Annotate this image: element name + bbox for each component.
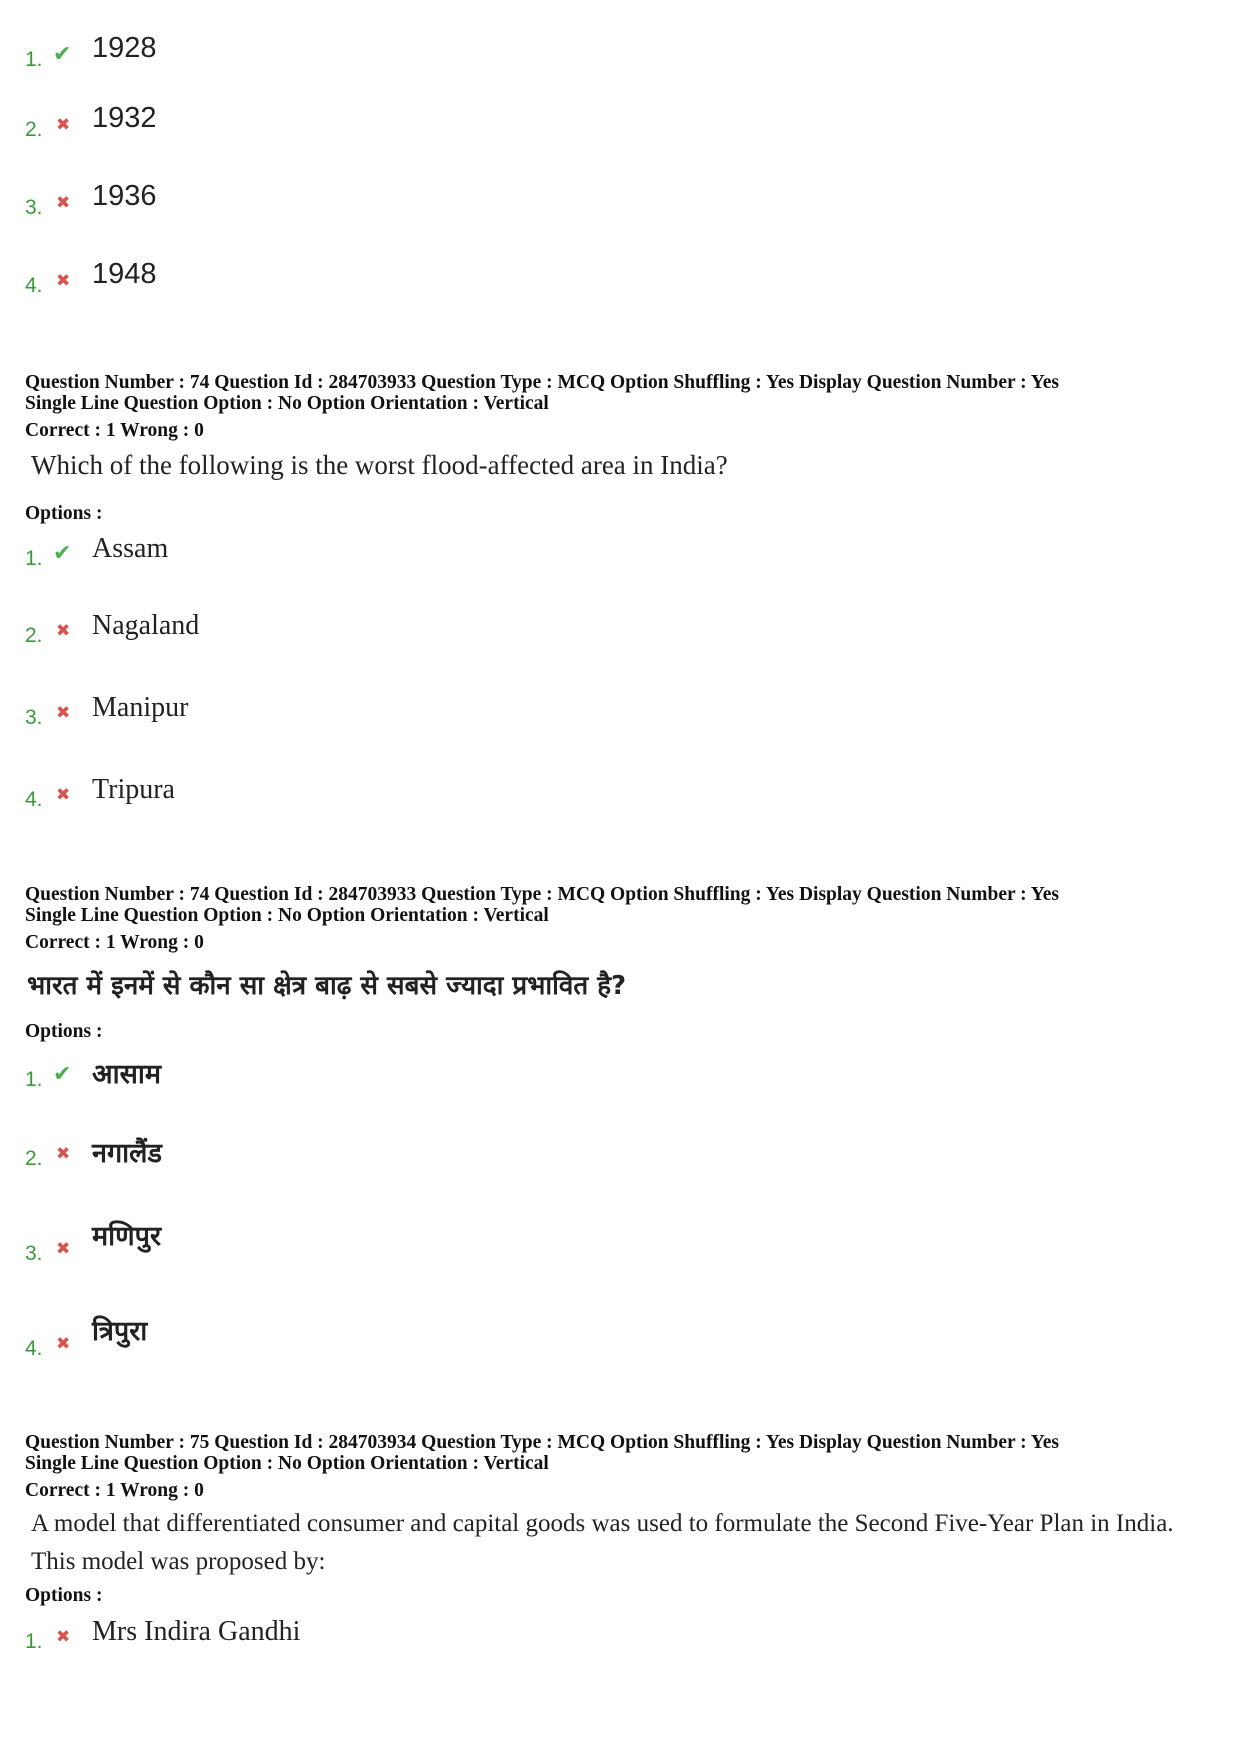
question-meta-line: Single Line Question Option : No Option Orientation : Vertical bbox=[25, 905, 549, 926]
wrong-cross-icon: ✖ bbox=[56, 193, 71, 213]
question-text: Which of the following is the worst flood-affected area in India? bbox=[31, 450, 728, 480]
wrong-cross-icon: ✖ bbox=[56, 785, 71, 805]
options-label: Options : bbox=[25, 503, 103, 524]
question-meta-line: Question Number : 74 Question Id : 284703933 Question Type : MCQ Option Shuffling : Yes Display Question Number : Yes bbox=[25, 884, 1059, 905]
option-text: मणिपुर bbox=[92, 1221, 162, 1252]
option-text: Assam bbox=[92, 533, 169, 564]
question-meta-line: Question Number : 74 Question Id : 284703933 Question Type : MCQ Option Shuffling : Yes Display Question Number : Yes bbox=[25, 372, 1059, 393]
option-number: 2. bbox=[25, 624, 43, 647]
option-text: 1932 bbox=[92, 102, 157, 134]
question-meta-line: Single Line Question Option : No Option Orientation : Vertical bbox=[25, 1453, 549, 1474]
question-meta-line: Question Number : 75 Question Id : 284703934 Question Type : MCQ Option Shuffling : Yes Display Question Number : Yes bbox=[25, 1432, 1059, 1453]
question-meta bbox=[25, 1432, 1059, 1474]
options-label: Options : bbox=[25, 1585, 103, 1606]
wrong-cross-icon: ✖ bbox=[56, 271, 71, 291]
option-text: 1936 bbox=[92, 180, 157, 212]
option-number: 3. bbox=[25, 196, 43, 219]
option-number: 2. bbox=[25, 118, 43, 141]
option-text: Tripura bbox=[92, 774, 175, 805]
option-number: 4. bbox=[25, 1337, 43, 1360]
option-number: 1. bbox=[25, 1630, 43, 1653]
option-number: 4. bbox=[25, 788, 43, 811]
options-label: Options : bbox=[25, 1021, 103, 1042]
question-meta bbox=[25, 884, 1059, 926]
option-text: 1928 bbox=[92, 32, 157, 64]
score-line: Correct : 1 Wrong : 0 bbox=[25, 1480, 204, 1501]
wrong-cross-icon: ✖ bbox=[56, 1334, 71, 1354]
score-line: Correct : 1 Wrong : 0 bbox=[25, 420, 204, 441]
option-text: Manipur bbox=[92, 692, 189, 723]
option-number: 1. bbox=[25, 48, 43, 71]
option-number: 2. bbox=[25, 1147, 43, 1170]
option-text: नगालैंड bbox=[92, 1138, 162, 1169]
question-text: भारत में इनमें से कौन सा क्षेत्र बाढ़ से सबसे ज्यादा प्रभावित है? bbox=[27, 971, 627, 1001]
score-line: Correct : 1 Wrong : 0 bbox=[25, 932, 204, 953]
correct-check-icon: ✔ bbox=[53, 42, 72, 67]
question-text: A model that differentiated consumer and capital goods was used to formulate the Second Five-Year Plan in India. This model was proposed by: bbox=[31, 1510, 1174, 1575]
correct-check-icon: ✔ bbox=[53, 1062, 72, 1087]
option-text: त्रिपुरा bbox=[92, 1316, 148, 1347]
wrong-cross-icon: ✖ bbox=[56, 1144, 71, 1164]
wrong-cross-icon: ✖ bbox=[56, 621, 71, 641]
wrong-cross-icon: ✖ bbox=[56, 1627, 71, 1647]
option-text: 1948 bbox=[92, 258, 157, 290]
option-number: 4. bbox=[25, 274, 43, 297]
option-text: आसाम bbox=[92, 1059, 161, 1090]
correct-check-icon: ✔ bbox=[53, 541, 72, 566]
option-text: Mrs Indira Gandhi bbox=[92, 1616, 301, 1647]
question-meta-line: Single Line Question Option : No Option Orientation : Vertical bbox=[25, 393, 549, 414]
option-number: 3. bbox=[25, 1242, 43, 1265]
option-number: 3. bbox=[25, 706, 43, 729]
wrong-cross-icon: ✖ bbox=[56, 1239, 71, 1259]
option-number: 1. bbox=[25, 1068, 43, 1091]
wrong-cross-icon: ✖ bbox=[56, 703, 71, 723]
option-number: 1. bbox=[25, 547, 43, 570]
question-meta bbox=[25, 372, 1059, 414]
wrong-cross-icon: ✖ bbox=[56, 115, 71, 135]
option-text: Nagaland bbox=[92, 610, 200, 641]
